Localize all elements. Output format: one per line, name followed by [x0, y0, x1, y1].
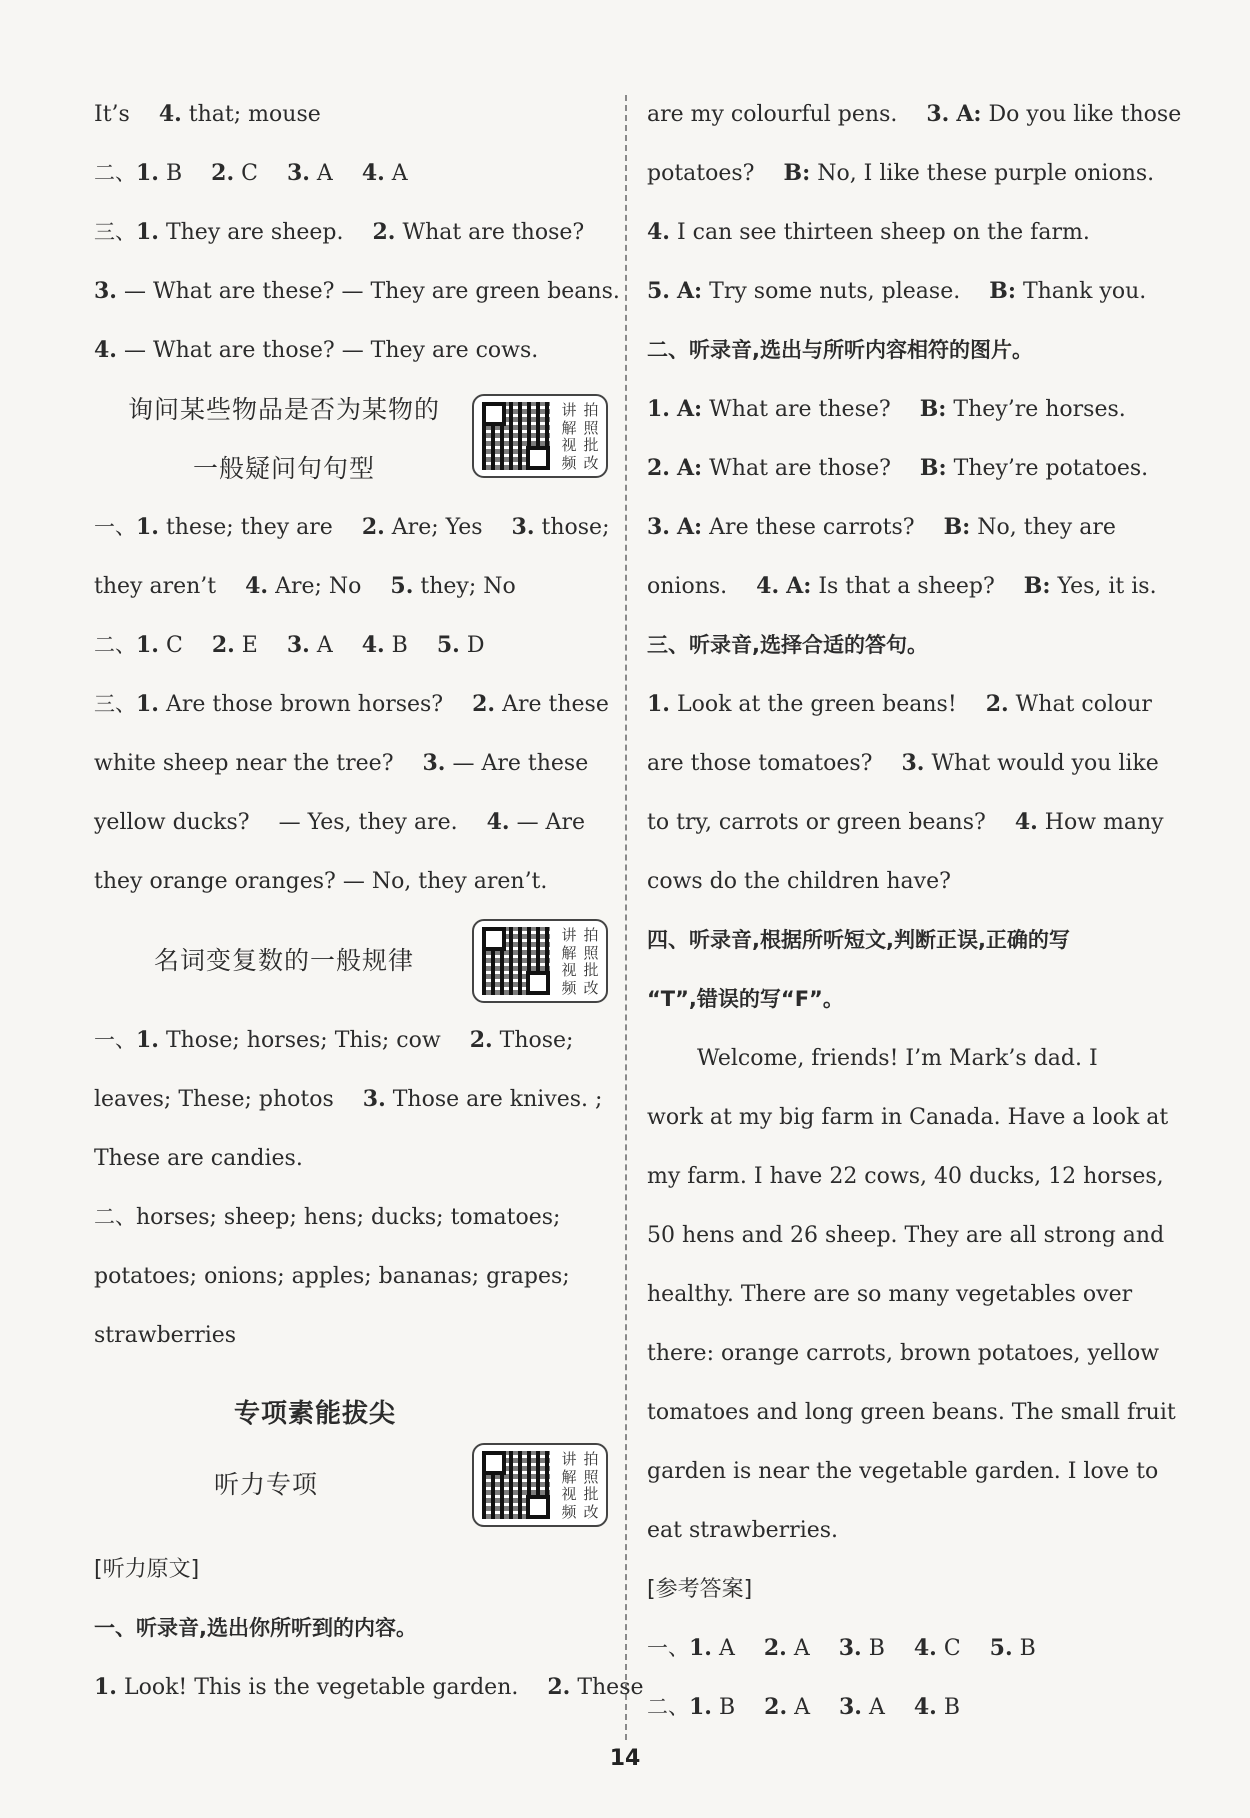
answer-line: It’s 4. that; mouse	[94, 101, 321, 127]
passage-line: garden is near the vegetable garden. I love to	[647, 1459, 1159, 1484]
answer-line: 二、1. C 2. E 3. A 4. B 5. D	[94, 632, 485, 658]
qr-code-icon	[482, 1451, 550, 1519]
passage-line: my farm. I have 22 cows, 40 ducks, 12 horses,	[647, 1164, 1164, 1189]
answer-line: 三、1. Are those brown horses? 2. Are these	[94, 691, 609, 717]
question-heading: “T”,错误的写“F”。	[647, 987, 844, 1011]
answer-line: 1. A: What are these? B: They’re horses.	[647, 396, 1126, 422]
answer-line: 二、1. B 2. C 3. A 4. A	[94, 160, 408, 186]
answer-line: 一、1. Those; horses; This; cow 2. Those;	[94, 1027, 574, 1053]
qr-label: 讲 拍 解 照 视 批 频 改	[561, 926, 599, 997]
passage-line: healthy. There are so many vegetables over	[647, 1282, 1133, 1307]
answer-line: 一、1. these; they are 2. Are; Yes 3. those;	[94, 514, 610, 540]
qr-code-card[interactable]	[472, 919, 608, 1003]
question-heading: 二、听录音,选出与所听内容相符的图片。	[647, 338, 1033, 362]
qr-code-icon	[482, 402, 550, 470]
section-subtitle: 听力专项	[214, 1470, 319, 1499]
answer-line: 2. A: What are those? B: They’re potatoes.	[647, 455, 1149, 481]
reference-answer-label: [参考答案]	[647, 1577, 753, 1602]
answer-line: 3. A: Are these carrots? B: No, they are	[647, 514, 1116, 540]
section-heading-plural-rules	[94, 911, 609, 1011]
listening-script-label: [听力原文]	[94, 1557, 200, 1582]
answer-line: are those tomatoes? 3. What would you like	[647, 750, 1159, 776]
answer-line: 4. — What are those? — They are cows.	[94, 337, 539, 363]
section-heading-general-question	[94, 380, 609, 498]
answer-line: potatoes? B: No, I like these purple onions.	[647, 160, 1155, 186]
section-title: 名词变复数的一般规律	[153, 946, 414, 975]
left-column	[94, 85, 644, 1717]
answer-line: These are candies.	[94, 1146, 303, 1171]
answer-line: are my colourful pens. 3. A: Do you like those	[647, 101, 1182, 127]
answer-line: 二、1. B 2. A 3. A 4. B	[647, 1694, 960, 1720]
column-divider	[625, 95, 627, 1740]
answer-line: 二、horses; sheep; hens; ducks; tomatoes;	[94, 1205, 561, 1230]
passage-line: work at my big farm in Canada. Have a look at	[647, 1105, 1169, 1130]
qr-label: 讲 拍 解 照 视 批 频 改	[561, 401, 599, 472]
question-heading: 三、听录音,选择合适的答句。	[647, 633, 928, 657]
section-title: 专项素能拔尖	[234, 1399, 397, 1429]
answer-line: 5. A: Try some nuts, please. B: Thank you.	[647, 278, 1147, 304]
passage-line: 50 hens and 26 sheep. They are all strong and	[647, 1223, 1165, 1248]
answer-line: onions. 4. A: Is that a sheep? B: Yes, it is.	[647, 573, 1157, 599]
answer-line: 1. Look! This is the vegetable garden. 2. These	[94, 1674, 644, 1700]
answer-line: white sheep near the tree? 3. — Are these	[94, 750, 589, 776]
answer-line: they aren’t 4. Are; No 5. they; No	[94, 573, 516, 599]
section-heading-listening	[94, 1365, 609, 1540]
passage-line: tomatoes and long green beans. The small fruit	[647, 1400, 1176, 1425]
answer-line: cows do the children have?	[647, 869, 951, 894]
page-number: 14	[609, 1746, 641, 1771]
answer-line: yellow ducks? — Yes, they are. 4. — Are	[94, 809, 585, 835]
answer-line: 1. Look at the green beans! 2. What colour	[647, 691, 1152, 717]
right-column	[647, 85, 1182, 1737]
answer-line: potatoes; onions; apples; bananas; grapes;	[94, 1264, 570, 1289]
passage-line: eat strawberries.	[647, 1518, 839, 1543]
answer-line: 一、1. A 2. A 3. B 4. C 5. B	[647, 1635, 1036, 1661]
answer-line: 4. I can see thirteen sheep on the farm.	[647, 219, 1090, 245]
section-title: 一般疑问句句型	[192, 454, 375, 483]
answer-line: 三、1. They are sheep. 2. What are those?	[94, 219, 585, 245]
answer-line: 3. — What are these? — They are green beans.	[94, 278, 620, 304]
passage-line: there: orange carrots, brown potatoes, yellow	[647, 1341, 1160, 1366]
answer-line: leaves; These; photos 3. Those are knives. ;	[94, 1086, 603, 1112]
qr-label: 讲 拍 解 照 视 批 频 改	[561, 1450, 599, 1521]
passage-line: Welcome, friends! I’m Mark’s dad. I	[697, 1046, 1098, 1071]
qr-code-card[interactable]	[472, 394, 608, 478]
answer-line: strawberries	[94, 1323, 237, 1348]
answer-line: to try, carrots or green beans? 4. How many	[647, 809, 1164, 835]
answer-line: they orange oranges? — No, they aren’t.	[94, 869, 548, 894]
qr-code-icon	[482, 927, 550, 995]
question-heading: 一、听录音,选出你所听到的内容。	[94, 1616, 417, 1640]
qr-code-card[interactable]	[472, 1443, 608, 1527]
question-heading: 四、听录音,根据所听短文,判断正误,正确的写	[647, 928, 1070, 952]
section-title: 询问某些物品是否为某物的	[127, 395, 440, 424]
